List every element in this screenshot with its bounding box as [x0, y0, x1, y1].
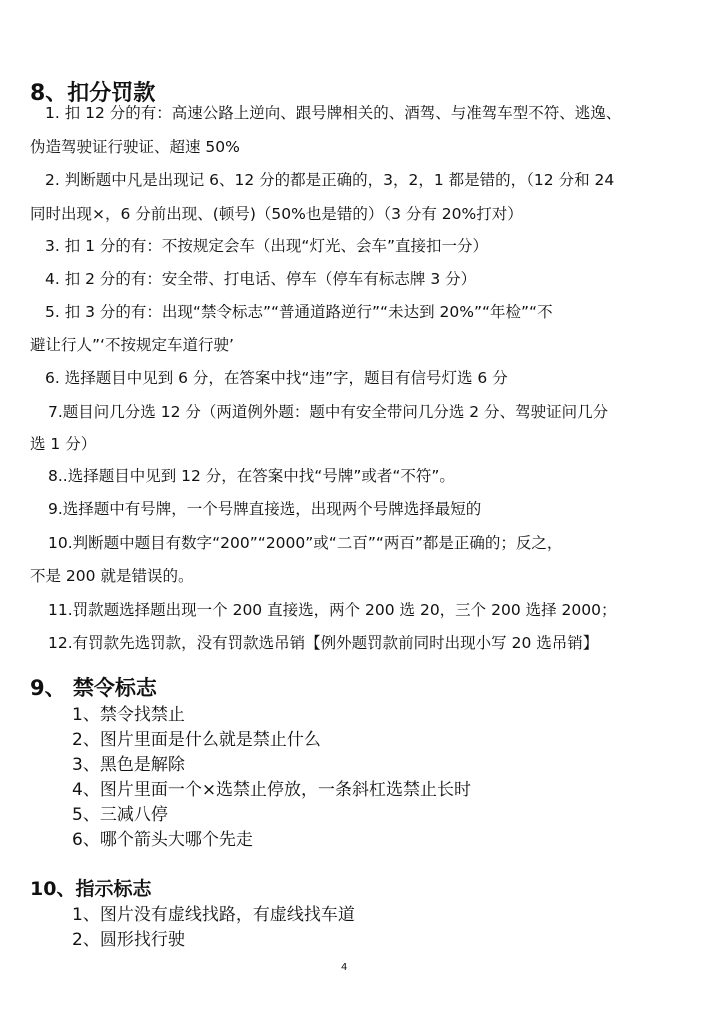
section-8-line: 6. 选择题目中见到 6 分，在答案中找“违”字，题目有信号灯选 6 分	[45, 369, 508, 387]
section-8-line: 3. 扣 1 分的有：不按规定会车（出现“灯光、会车”直接扣一分）	[45, 237, 488, 255]
section-9-item: 4、图片里面一个×选禁止停放，一条斜杠选禁止长时	[72, 780, 472, 800]
section-10-item: 1、图片没有虚线找路，有虚线找车道	[72, 905, 355, 925]
section-8-line: 12.有罚款先选罚款，没有罚款选吊销【例外题罚款前同时出现小写 20 选吊销】	[48, 634, 599, 652]
section-9-item: 6、哪个箭头大哪个先走	[72, 830, 253, 850]
section-8-line: 9.选择题中有号牌，一个号牌直接选，出现两个号牌选择最短的	[48, 500, 482, 518]
section-8-line: 不是 200 就是错误的。	[30, 567, 194, 585]
section-8-line: 8..选择题目中见到 12 分，在答案中找“号牌”或者“不符”。	[48, 467, 455, 485]
section-9-heading: 9、 禁令标志	[30, 676, 157, 700]
section-8-line: 同时出现×，6 分前出现、(顿号)（50%也是错的）（3 分有 20%打对）	[30, 205, 523, 223]
page-number: 4	[341, 962, 348, 973]
section-8-line: 5. 扣 3 分的有：出现“禁令标志”“普通道路逆行”“未达到 20%”“年检”“不	[45, 303, 553, 321]
section-8-line: 1. 扣 12 分的有：高速公路上逆向、跟号牌相关的、酒驾、与准驾车型不符、逃逸、	[45, 104, 622, 122]
section-8-line: 7.题目问几分选 12 分（两道例外题：题中有安全带问几分选 2 分、驾驶证问几分	[48, 403, 609, 421]
section-8-line: 2. 判断题中凡是出现记 6、12 分的都是正确的，3，2，1 都是错的，（12 分和 24	[45, 171, 615, 189]
section-8-line: 选 1 分）	[30, 435, 97, 453]
section-10-heading: 10、指示标志	[30, 878, 152, 900]
section-8-line: 避让行人”‘不按规定车道行驶’	[30, 336, 234, 354]
section-8-line: 4. 扣 2 分的有：安全带、打电话、停车（停车有标志牌 3 分）	[45, 270, 477, 288]
section-8-line: 11.罚款题选择题出现一个 200 直接选，两个 200 选 20，三个 200 选择 2000；	[48, 601, 617, 619]
section-8-line: 伪造驾驶证行驶证、超速 50%	[30, 138, 240, 156]
section-9-item: 5、三减八停	[72, 805, 168, 825]
section-9-item: 3、黑色是解除	[72, 755, 185, 775]
section-10-item: 2、圆形找行驶	[72, 930, 185, 950]
section-9-item: 2、图片里面是什么就是禁止什么	[72, 730, 321, 750]
section-9-item: 1、禁令找禁止	[72, 705, 185, 725]
section-8-line: 10.判断题中题目有数字“200”“2000”或“二百”“两百”都是正确的；反之，	[48, 534, 563, 552]
section-8-heading: 8、扣分罚款	[30, 81, 156, 106]
